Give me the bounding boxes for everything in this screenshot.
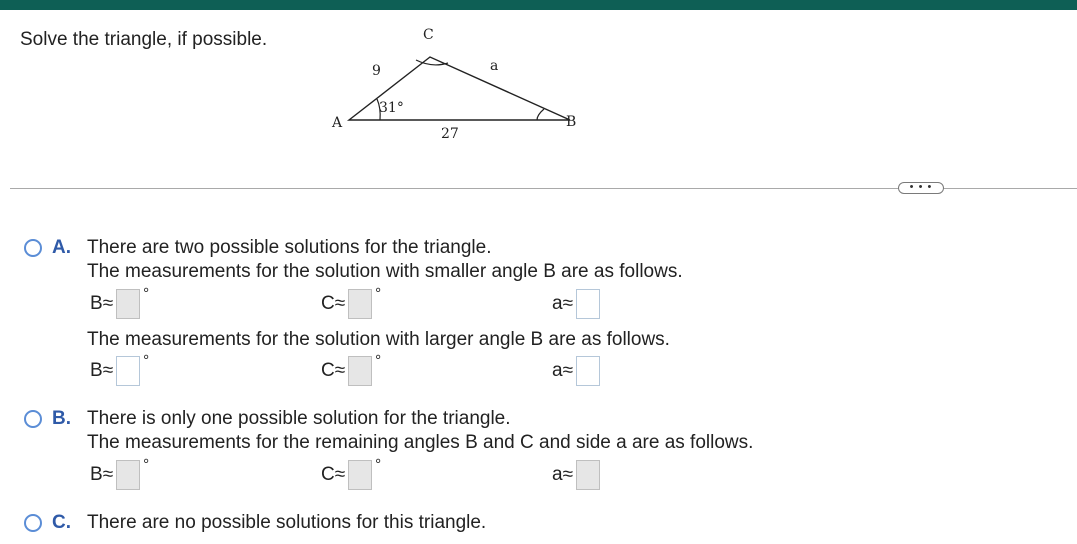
side-ab-label: 27 — [441, 126, 459, 142]
option-a-smaller-c-field: C≈ ° — [321, 289, 381, 319]
vertex-a-label: A — [332, 115, 343, 131]
option-a-radio[interactable] — [24, 239, 42, 257]
option-c-letter: C. — [52, 512, 71, 533]
option-b-caption: The measurements for the remaining angles B and C and side a are as follows. — [87, 432, 754, 453]
side-bc-label: a — [490, 58, 499, 74]
side-ac-label: 9 — [372, 63, 381, 79]
option-c-text: There are no possible solutions for this triangle. — [87, 512, 487, 533]
option-b-c-input[interactable] — [348, 460, 372, 490]
vertex-b-label: B — [566, 114, 577, 130]
option-b-a-input[interactable] — [576, 460, 600, 490]
option-a-larger-a-field: a≈ — [552, 356, 600, 386]
option-a-larger-caption: The measurements for the solution with larger angle B are as follows. — [87, 329, 670, 350]
option-b-b-input[interactable] — [116, 460, 140, 490]
angle-b-arc — [537, 109, 544, 120]
option-b-b-field: B≈ ° — [90, 460, 149, 490]
option-b-letter: B. — [52, 408, 71, 429]
triangle-figure — [320, 20, 600, 150]
question-prompt: Solve the triangle, if possible. — [20, 29, 268, 50]
option-a-smaller-a-input[interactable] — [576, 289, 600, 319]
option-a-smaller-b-input[interactable] — [116, 289, 140, 319]
option-a-larger-b-input[interactable] — [116, 356, 140, 386]
angle-a-label: 31° — [379, 100, 404, 116]
option-a-larger-c-input[interactable] — [348, 356, 372, 386]
option-a-letter: A. — [52, 237, 71, 258]
option-a-smaller-c-input[interactable] — [348, 289, 372, 319]
option-b-a-field: a≈ — [552, 460, 600, 490]
option-a-text: There are two possible solutions for the triangle. — [87, 237, 492, 258]
option-a-smaller-b-field: B≈ ° — [90, 289, 149, 319]
option-b-c-field: C≈ ° — [321, 460, 381, 490]
top-bar — [0, 0, 1077, 10]
option-a-larger-c-field: C≈ ° — [321, 356, 381, 386]
option-b-text: There is only one possible solution for the triangle. — [87, 408, 511, 429]
more-options-button[interactable]: • • • — [898, 182, 944, 194]
option-c-radio[interactable] — [24, 514, 42, 532]
option-a-smaller-a-field: a≈ — [552, 289, 600, 319]
option-a-larger-a-input[interactable] — [576, 356, 600, 386]
option-a-smaller-caption: The measurements for the solution with smaller angle B are as follows. — [87, 261, 683, 282]
vertex-c-label: C — [423, 27, 434, 43]
option-a-larger-b-field: B≈ ° — [90, 356, 149, 386]
option-b-radio[interactable] — [24, 410, 42, 428]
